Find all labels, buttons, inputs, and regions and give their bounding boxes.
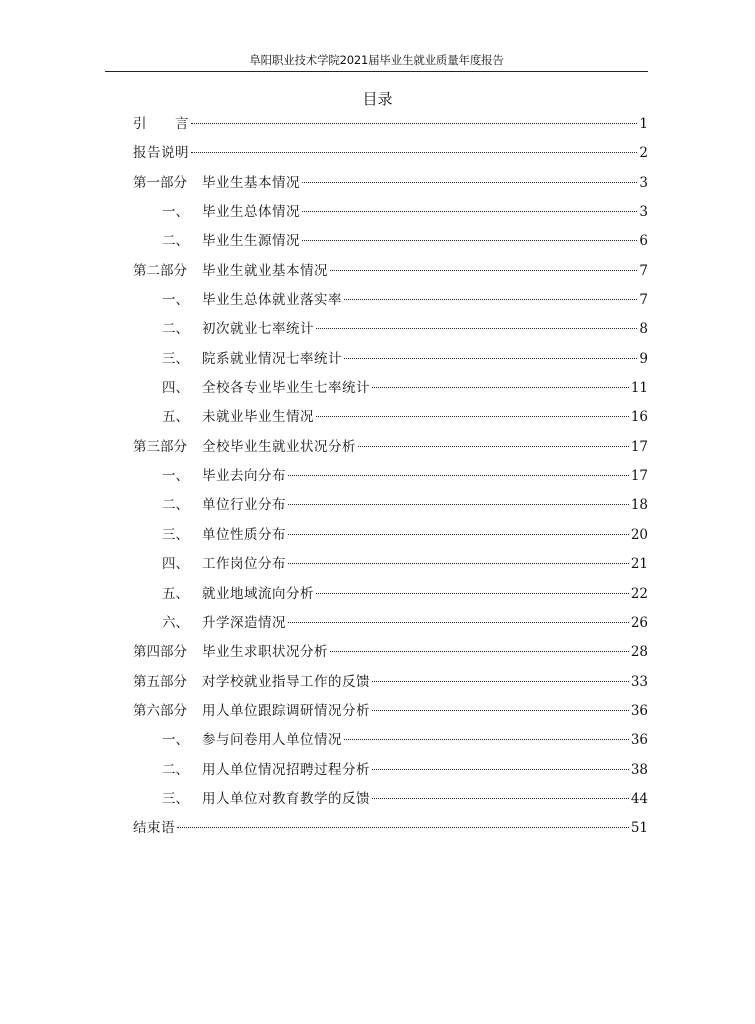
toc-dot-leader (302, 182, 637, 183)
toc-dot-leader (288, 622, 629, 623)
toc-entry[interactable] (133, 785, 648, 814)
toc-entry-number: 二、 (162, 761, 189, 778)
toc-entry[interactable] (133, 462, 648, 491)
toc-dot-leader (330, 270, 637, 271)
toc-entry-label: 结束语 (133, 820, 175, 837)
toc-entry[interactable] (133, 169, 648, 198)
toc-entry-label: 就业地域流向分析 (202, 585, 314, 602)
toc-dot-leader (344, 299, 637, 300)
toc-dot-leader (316, 328, 637, 329)
toc-entry-page-number: 18 (630, 497, 648, 514)
toc-entry-page-number: 8 (639, 321, 648, 338)
toc-entry-label: 毕业生总体就业落实率 (202, 292, 342, 309)
toc-entry-label: 未就业毕业生情况 (202, 409, 314, 426)
toc-entry-label: 毕业生生源情况 (202, 233, 300, 250)
toc-entry[interactable] (133, 433, 648, 462)
toc-entry-page-number: 2 (639, 145, 648, 162)
toc-dot-leader (344, 739, 629, 740)
toc-entry[interactable] (133, 198, 648, 227)
toc-dot-leader (191, 123, 637, 124)
toc-entry[interactable] (133, 756, 648, 785)
toc-entry-label: 毕业生基本情况 (202, 174, 300, 191)
toc-title: 目录 (362, 90, 393, 108)
toc-entry[interactable] (133, 374, 648, 403)
toc-entry-label: 工作岗位分布 (202, 556, 286, 573)
toc-entry-number: 二、 (162, 233, 189, 250)
toc-entry[interactable] (133, 110, 648, 139)
toc-dot-leader (288, 563, 629, 564)
toc-entry-label: 用人单位跟踪调研情况分析 (202, 702, 370, 719)
toc-entry-label: 毕业生就业基本情况 (202, 262, 328, 279)
table-of-contents (133, 110, 648, 844)
toc-entry[interactable] (133, 345, 648, 374)
toc-entry-number: 第四部分 (133, 644, 187, 661)
toc-entry[interactable] (133, 638, 648, 667)
toc-entry[interactable] (133, 726, 648, 755)
toc-dot-leader (316, 416, 629, 417)
toc-entry-label: 单位性质分布 (202, 526, 286, 543)
toc-entry-page-number: 6 (639, 233, 648, 250)
toc-entry-page-number: 22 (630, 585, 648, 602)
toc-entry[interactable] (133, 403, 648, 432)
toc-entry-page-number: 36 (630, 702, 648, 719)
toc-entry-page-number: 17 (630, 438, 648, 455)
toc-dot-leader (372, 387, 629, 388)
toc-entry-label: 升学深造情况 (202, 614, 286, 631)
toc-entry-number: 四、 (162, 556, 189, 573)
toc-entry[interactable] (133, 491, 648, 520)
toc-entry[interactable] (133, 521, 648, 550)
toc-entry[interactable] (133, 227, 648, 256)
toc-dot-leader (358, 446, 629, 447)
toc-entry-page-number: 3 (639, 204, 648, 221)
toc-dot-leader (177, 827, 629, 828)
page-header (105, 51, 648, 72)
toc-entry-page-number: 20 (630, 526, 648, 543)
toc-entry-number: 三、 (162, 350, 189, 367)
toc-entry-number: 第一部分 (133, 174, 187, 191)
toc-entry-label: 全校毕业生就业状况分析 (202, 438, 356, 455)
toc-entry-number: 第五部分 (133, 673, 187, 690)
toc-entry-number: 一、 (162, 204, 189, 221)
toc-dot-leader (191, 152, 637, 153)
toc-dot-leader (372, 710, 629, 711)
toc-entry-number: 五、 (162, 585, 189, 602)
toc-entry-page-number: 7 (639, 262, 648, 279)
toc-entry[interactable] (133, 257, 648, 286)
toc-dot-leader (372, 681, 629, 682)
toc-entry-number: 第二部分 (133, 262, 187, 279)
toc-entry-number: 一、 (162, 468, 189, 485)
toc-entry[interactable] (133, 139, 648, 168)
toc-entry[interactable] (133, 550, 648, 579)
toc-dot-leader (330, 651, 629, 652)
toc-entry-page-number: 51 (630, 820, 648, 837)
toc-entry-page-number: 17 (630, 468, 648, 485)
toc-entry-page-number: 38 (630, 761, 648, 778)
toc-dot-leader (302, 211, 637, 212)
toc-entry-number: 二、 (162, 497, 189, 514)
toc-entry-page-number: 1 (639, 116, 648, 132)
toc-entry-page-number: 9 (639, 350, 648, 367)
toc-dot-leader (372, 798, 629, 799)
toc-dot-leader (344, 358, 637, 359)
toc-entry[interactable] (133, 814, 648, 843)
toc-entry-number: 五、 (162, 409, 189, 426)
toc-entry-page-number: 44 (630, 790, 648, 807)
toc-dot-leader (372, 769, 629, 770)
toc-entry[interactable] (133, 609, 648, 638)
toc-entry-label: 毕业去向分布 (202, 468, 286, 485)
toc-dot-leader (302, 240, 637, 241)
toc-entry-label: 全校各专业毕业生七率统计 (202, 380, 370, 397)
header-title: 阜阳职业技术学院2021届毕业生就业质量年度报告 (249, 53, 504, 67)
toc-entry[interactable] (133, 668, 648, 697)
toc-entry-label: 用人单位对教育教学的反馈 (202, 790, 370, 807)
toc-entry-page-number: 36 (630, 732, 648, 749)
toc-entry-page-number: 21 (630, 556, 648, 573)
toc-entry-page-number: 11 (630, 380, 648, 397)
toc-entry[interactable] (133, 580, 648, 609)
toc-entry-label: 报告说明 (133, 145, 189, 162)
toc-entry-page-number: 7 (639, 292, 648, 309)
toc-entry-label: 用人单位情况招聘过程分析 (202, 761, 370, 778)
toc-entry[interactable] (133, 315, 648, 344)
toc-entry-label: 毕业生求职状况分析 (202, 644, 328, 661)
toc-entry-label: 院系就业情况七率统计 (202, 350, 342, 367)
toc-entry-page-number: 33 (630, 673, 648, 690)
toc-entry-page-number: 16 (630, 409, 648, 426)
toc-entry[interactable] (133, 286, 648, 315)
toc-entry-number: 一、 (162, 292, 189, 309)
toc-entry-number: 第六部分 (133, 702, 187, 719)
toc-entry-number: 三、 (162, 790, 189, 807)
toc-entry-label: 单位行业分布 (202, 497, 286, 514)
toc-dot-leader (288, 475, 629, 476)
toc-entry-label: 初次就业七率统计 (202, 321, 314, 338)
toc-entry-number: 二、 (162, 321, 189, 338)
toc-entry[interactable] (133, 697, 648, 726)
toc-dot-leader (316, 593, 629, 594)
toc-entry-page-number: 3 (639, 174, 648, 191)
toc-entry-label: 引 言 (133, 116, 189, 132)
toc-entry-number: 三、 (162, 526, 189, 543)
toc-entry-label: 参与问卷用人单位情况 (202, 732, 342, 749)
toc-entry-number: 六、 (162, 614, 189, 631)
toc-dot-leader (288, 534, 629, 535)
toc-entry-number: 第三部分 (133, 438, 187, 455)
toc-entry-number: 四、 (162, 380, 189, 397)
toc-entry-label: 毕业生总体情况 (202, 204, 300, 221)
toc-dot-leader (288, 504, 629, 505)
toc-entry-page-number: 26 (630, 614, 648, 631)
toc-entry-number: 一、 (162, 732, 189, 749)
toc-entry-page-number: 28 (630, 644, 648, 661)
toc-entry-label: 对学校就业指导工作的反馈 (202, 673, 370, 690)
